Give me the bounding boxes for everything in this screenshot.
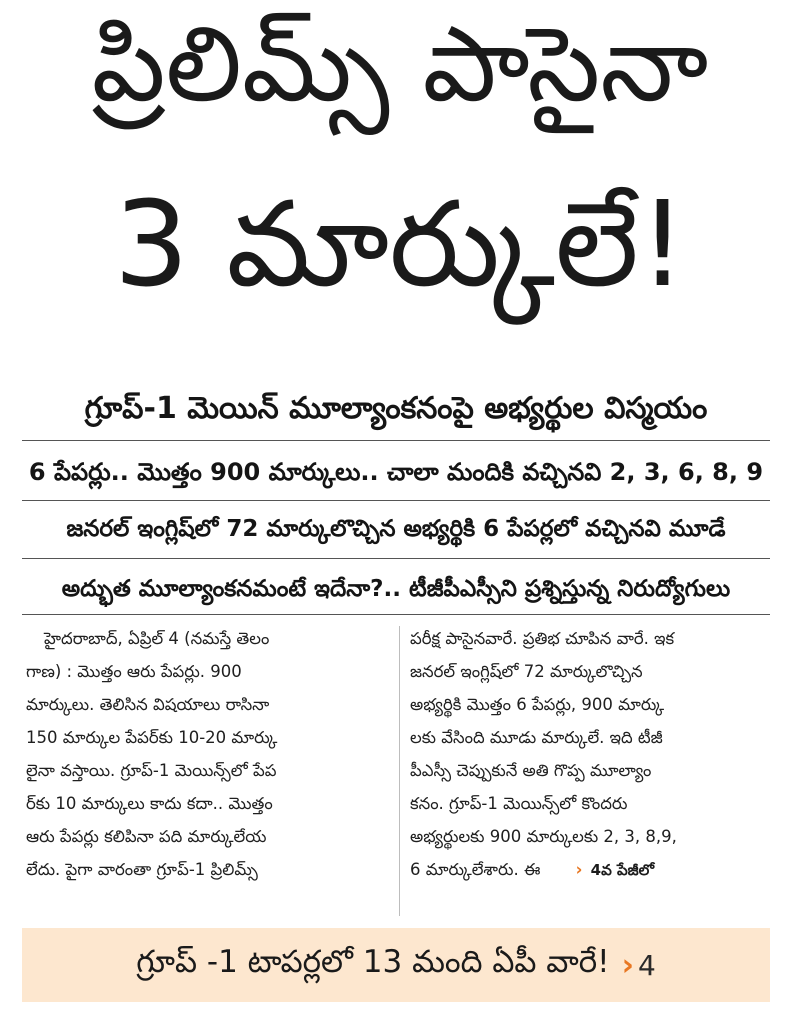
subheadline-2: 6 పేపర్లు.. మొత్తం 900 మార్కులు.. చాలా మందికి వచ్చినవి 2, 3, 6, 8, 9 [28,458,764,486]
subheadline-3: జనరల్ ఇంగ్లిష్‌లో 72 మార్కులొచ్చిన అభ్యర్థికి 6 పేపర్లలో వచ్చినవి మూడే [66,516,726,542]
divider-rule [22,440,770,441]
article-line: హైదరాబాద్, ఏప్రిల్ 4 (నమస్తే తెలం [44,629,270,648]
article-line: పరీక్ష పాసైనవారే. ప్రతిభ చూపిన వారే. ఇక [410,629,675,648]
article-line: లేదు. పైగా వారంతా గ్రూప్-1 ప్రిలిమ్స్ [26,860,258,879]
headline-line-2: 3 మార్కులే! [113,175,687,313]
article-line: మార్కులు. తెలిసిన విషయాలు రాసినా [26,695,270,714]
article-line-text: 6 మార్కులేశారు. ఈ [410,860,541,879]
continued-page-link[interactable]: 4వ పేజీలో [590,861,655,879]
article-last-line [410,853,772,886]
headline-line-1: ప్రిలిమ్స్ పాసైనా [91,3,709,125]
article-line: పీఎస్సీ చెప్పుకునే అతి గొప్ప మూల్యాం [410,761,652,780]
article-line: ఆరు పేపర్లు కలిపినా పది మార్కులేయ [26,827,267,846]
article-column-right [410,622,772,920]
banner-page-number: 4 [637,948,656,982]
divider-rule [22,614,770,615]
column-divider [399,626,400,916]
article-line: ర్‌కు 10 మార్కులు కాదు కదా.. మొత్తం [26,794,273,813]
article-line: జనరల్ ఇంగ్లిష్‌లో 72 మార్కులొచ్చిన [410,662,643,681]
article-line: 150 మార్కుల పేపర్‌కు 10-20 మార్కు [26,728,278,747]
article-line: లైనా వస్తాయి. గ్రూప్-1 మెయిన్స్‌లో పేప [26,761,277,780]
article-line: లకు వేసింది మూడు మార్కులే. ఇది టీజీ [410,728,663,747]
divider-rule [22,500,770,501]
article-column-left [26,622,390,920]
article-line: అభ్యర్థులకు 900 మార్కులకు 2, 3, 8,9, [410,827,677,846]
bottom-banner[interactable] [22,928,770,1002]
article-line: అభ్యర్థికి మొత్తం 6 పేపర్లు, 900 మార్కు [410,695,665,714]
article-line: కనం. గ్రూప్-1 మెయిన్స్‌లో కొందరు [410,794,628,813]
continued-arrow-icon: › [575,860,583,879]
article-line: గాణ) : మొత్తం ఆరు పేపర్లు. 900 [26,662,242,681]
chevron-right-icon: › [621,947,634,983]
banner-headline: గ్రూప్ -1 టాపర్లలో 13 మంది ఏపీ వారే! [136,943,610,980]
subheadline-4: అద్భుత మూల్యాంకనమంటే ఇదేనా?.. టీజీపీఎస్సీని ప్రశ్నిస్తున్న నిరుద్యోగులు [61,576,731,602]
subheadline-1: గ్రూప్-1 మెయిన్ మూల్యాంకనంపై అభ్యర్థుల విస్మయం [84,391,708,426]
divider-rule [22,558,770,559]
